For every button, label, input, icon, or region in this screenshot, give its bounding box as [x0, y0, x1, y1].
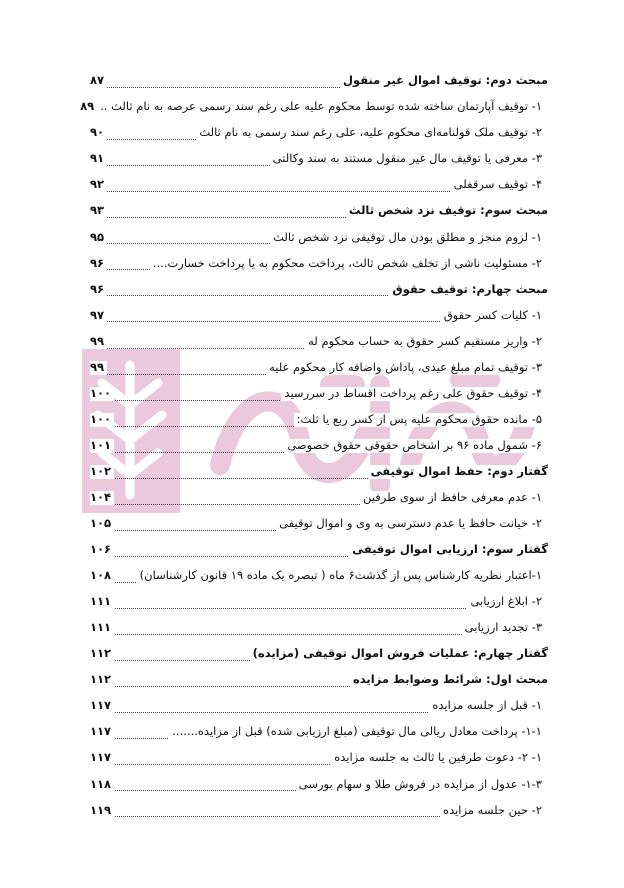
toc-entry-title: ۱- توقیف آپارتمان ساخته شده توسط محکوم علیه علی رغم سند رسمی عرصه به نام ثالث ..: [97, 100, 548, 114]
toc-entry-title: ۳- تجدید ارزیابی: [462, 621, 548, 635]
toc-entry-page-number: ۹۶: [90, 283, 107, 297]
toc-entry-page-number: ۱۱۷: [90, 751, 114, 765]
toc-entry-title: ۲- خیانت حافظ یا عدم دسترسی به وی و اموال توقیفی: [276, 517, 548, 531]
toc-entry: [90, 349, 548, 375]
toc-entry-page-number: ۹۹: [90, 361, 107, 375]
toc-entry: [90, 270, 548, 296]
toc-entry-title: ۱- عدم معرفی حافظ از سوی طرفین: [360, 491, 548, 505]
table-of-contents: [80, 62, 548, 817]
toc-entry-page-number: ۱۱۲: [90, 673, 114, 687]
toc-entry-page-number: ۱۱۷: [90, 725, 114, 739]
toc-entry-page-number: ۱۱۲: [90, 647, 114, 661]
toc-entry-page-number: ۱۱۸: [90, 778, 114, 792]
toc-entry: [90, 739, 548, 765]
toc-entry: [90, 192, 548, 218]
toc-entry: [90, 218, 548, 244]
toc-entry-page-number: ۹۵: [90, 231, 107, 245]
toc-entry-title: ۴- توقیف سرقفلی: [451, 178, 548, 192]
toc-entry-title: گفتار سوم: ارزیابی اموال توقیفی: [349, 543, 548, 557]
toc-entry: [90, 322, 548, 348]
toc-entry-title: ۲- واریز مستقیم کسر حقوق به حساب محکوم له: [305, 335, 548, 349]
toc-entry-title: ۱-اعتبار نظریه کارشناس پس از گذشت۶ ماه ( تبصره یک ماده ۱۹ قانون کارشناسان): [137, 569, 548, 583]
toc-entry: [90, 609, 548, 635]
toc-entry-title: مبحث سوم: توقیف نزد شخص ثالث: [346, 204, 548, 218]
toc-entry: [90, 479, 548, 505]
toc-entry: [90, 791, 548, 817]
toc-entry-title: گفتار چهارم: عملیات فروش اموال توقیفی (مزایده): [250, 647, 548, 661]
toc-entry-page-number: ۱۰۸: [90, 569, 114, 583]
toc-entry: [90, 661, 548, 687]
toc-entry-page-number: ۱۰۱: [90, 439, 114, 453]
toc-entry-title: ۴- توقیف حقوق علی رغم پرداخت اقساط در سررسید: [281, 387, 548, 401]
toc-entry-page-number: ۱۰۰: [90, 413, 114, 427]
toc-entry-title: ۱- کلیات کسر حقوق: [441, 309, 548, 323]
toc-entry-title: ۳- توقیف تمام مبلغ عیدی، پاداش واضافه کار محکوم علیه: [266, 361, 548, 375]
toc-entry-page-number: ۹۹: [90, 335, 107, 349]
toc-entry-page-number: ۸۷: [90, 74, 107, 88]
toc-entry: [90, 114, 548, 140]
toc-entry: [90, 427, 548, 453]
toc-entry-title: ۲- ابلاغ ارزیابی: [467, 595, 548, 609]
toc-entry: [90, 713, 548, 739]
toc-entry-page-number: ۱۰۲: [90, 465, 114, 479]
toc-entry-title: ۱-۳- عدول از مزایده در فروش طلا و سهام بورسی: [296, 778, 548, 792]
toc-entry: [90, 635, 548, 661]
toc-entry-title: مبحث چهارم: توقیف حقوق: [389, 283, 548, 297]
toc-entry-page-number: ۱۰۰: [90, 387, 114, 401]
toc-entry-title: ۳- معرفی یا توقیف مال غیر منقول مستند به سند وکالتی: [270, 152, 548, 166]
toc-entry: [90, 244, 548, 270]
toc-entry-page-number: ۱۱۱: [90, 621, 114, 635]
toc-entry-title: ۱- قبل از جلسه مزایده: [429, 699, 548, 713]
toc-entry-title: ۲- مسئولیت ناشی از تخلف شخص ثالث، پرداخت محکوم به یا پرداخت خسارت....: [150, 257, 548, 271]
toc-entry: [90, 166, 548, 192]
toc-entry: [90, 583, 548, 609]
toc-entry-title: گفتار دوم: حفظ اموال توقیفی: [368, 465, 548, 479]
toc-entry: [90, 505, 548, 531]
toc-entry-page-number: ۱۱۹: [90, 804, 114, 818]
toc-entry-page-number: ۱۰۵: [90, 517, 114, 531]
toc-entry-title: مبحث اول: شرائط وضوابط مزایده: [350, 673, 548, 687]
toc-entry: [90, 375, 548, 401]
toc-entry-title: ۱-۱- پرداخت معادل ریالی مال توقیفی (مبلغ ارزیابی شده) قبل از مزایده.......: [169, 725, 548, 739]
toc-entry-page-number: ۸۹: [80, 100, 97, 114]
toc-entry-page-number: ۱۰۶: [90, 543, 114, 557]
toc-entry: [90, 401, 548, 427]
toc-entry: [90, 453, 548, 479]
toc-entry-title: مبحث دوم: توقیف اموال غیر منقول: [340, 74, 548, 88]
toc-entry-page-number: ۱۱۷: [90, 699, 114, 713]
toc-entry-title: ۲- حین جلسه مزایده: [440, 804, 548, 818]
toc-entry-page-number: ۹۲: [90, 178, 107, 192]
toc-entry: [90, 62, 548, 88]
toc-entry-title: ۵- مانده حقوق محکوم علیه پس از کسر ربع یا ثلث:: [294, 413, 548, 427]
toc-entry: [90, 140, 548, 166]
toc-entry: [90, 531, 548, 557]
toc-entry-page-number: ۹۰: [90, 126, 107, 140]
toc-entry: [90, 765, 548, 791]
toc-entry-page-number: ۹۳: [90, 204, 107, 218]
toc-entry-title: ۲- توقیف ملک قولنامه‌ای محکوم علیه، علی رغم سند رسمی به نام ثالث: [196, 126, 548, 140]
toc-entry: [90, 296, 548, 322]
toc-entry-page-number: ۱۰۴: [90, 491, 114, 505]
toc-entry-page-number: ۱۱۱: [90, 595, 114, 609]
toc-entry: [90, 687, 548, 713]
toc-entry-title: ۶- شمول ماده ۹۶ بر اشخاص حقوقی حقوق خصوصی: [284, 439, 548, 453]
toc-entry-page-number: ۹۶: [90, 257, 107, 271]
toc-entry: [80, 88, 548, 114]
toc-entry-title: ۱- لزوم منجز و مطلق بودن مال توقیفی نزد شخص ثالث: [270, 231, 548, 245]
toc-entry-page-number: ۹۷: [90, 309, 107, 323]
toc-entry-title: ۱- ۲- دعوت طرفین یا ثالث به جلسه مزایده: [331, 751, 548, 765]
toc-entry-page-number: ۹۱: [90, 152, 107, 166]
toc-entry: [90, 557, 548, 583]
